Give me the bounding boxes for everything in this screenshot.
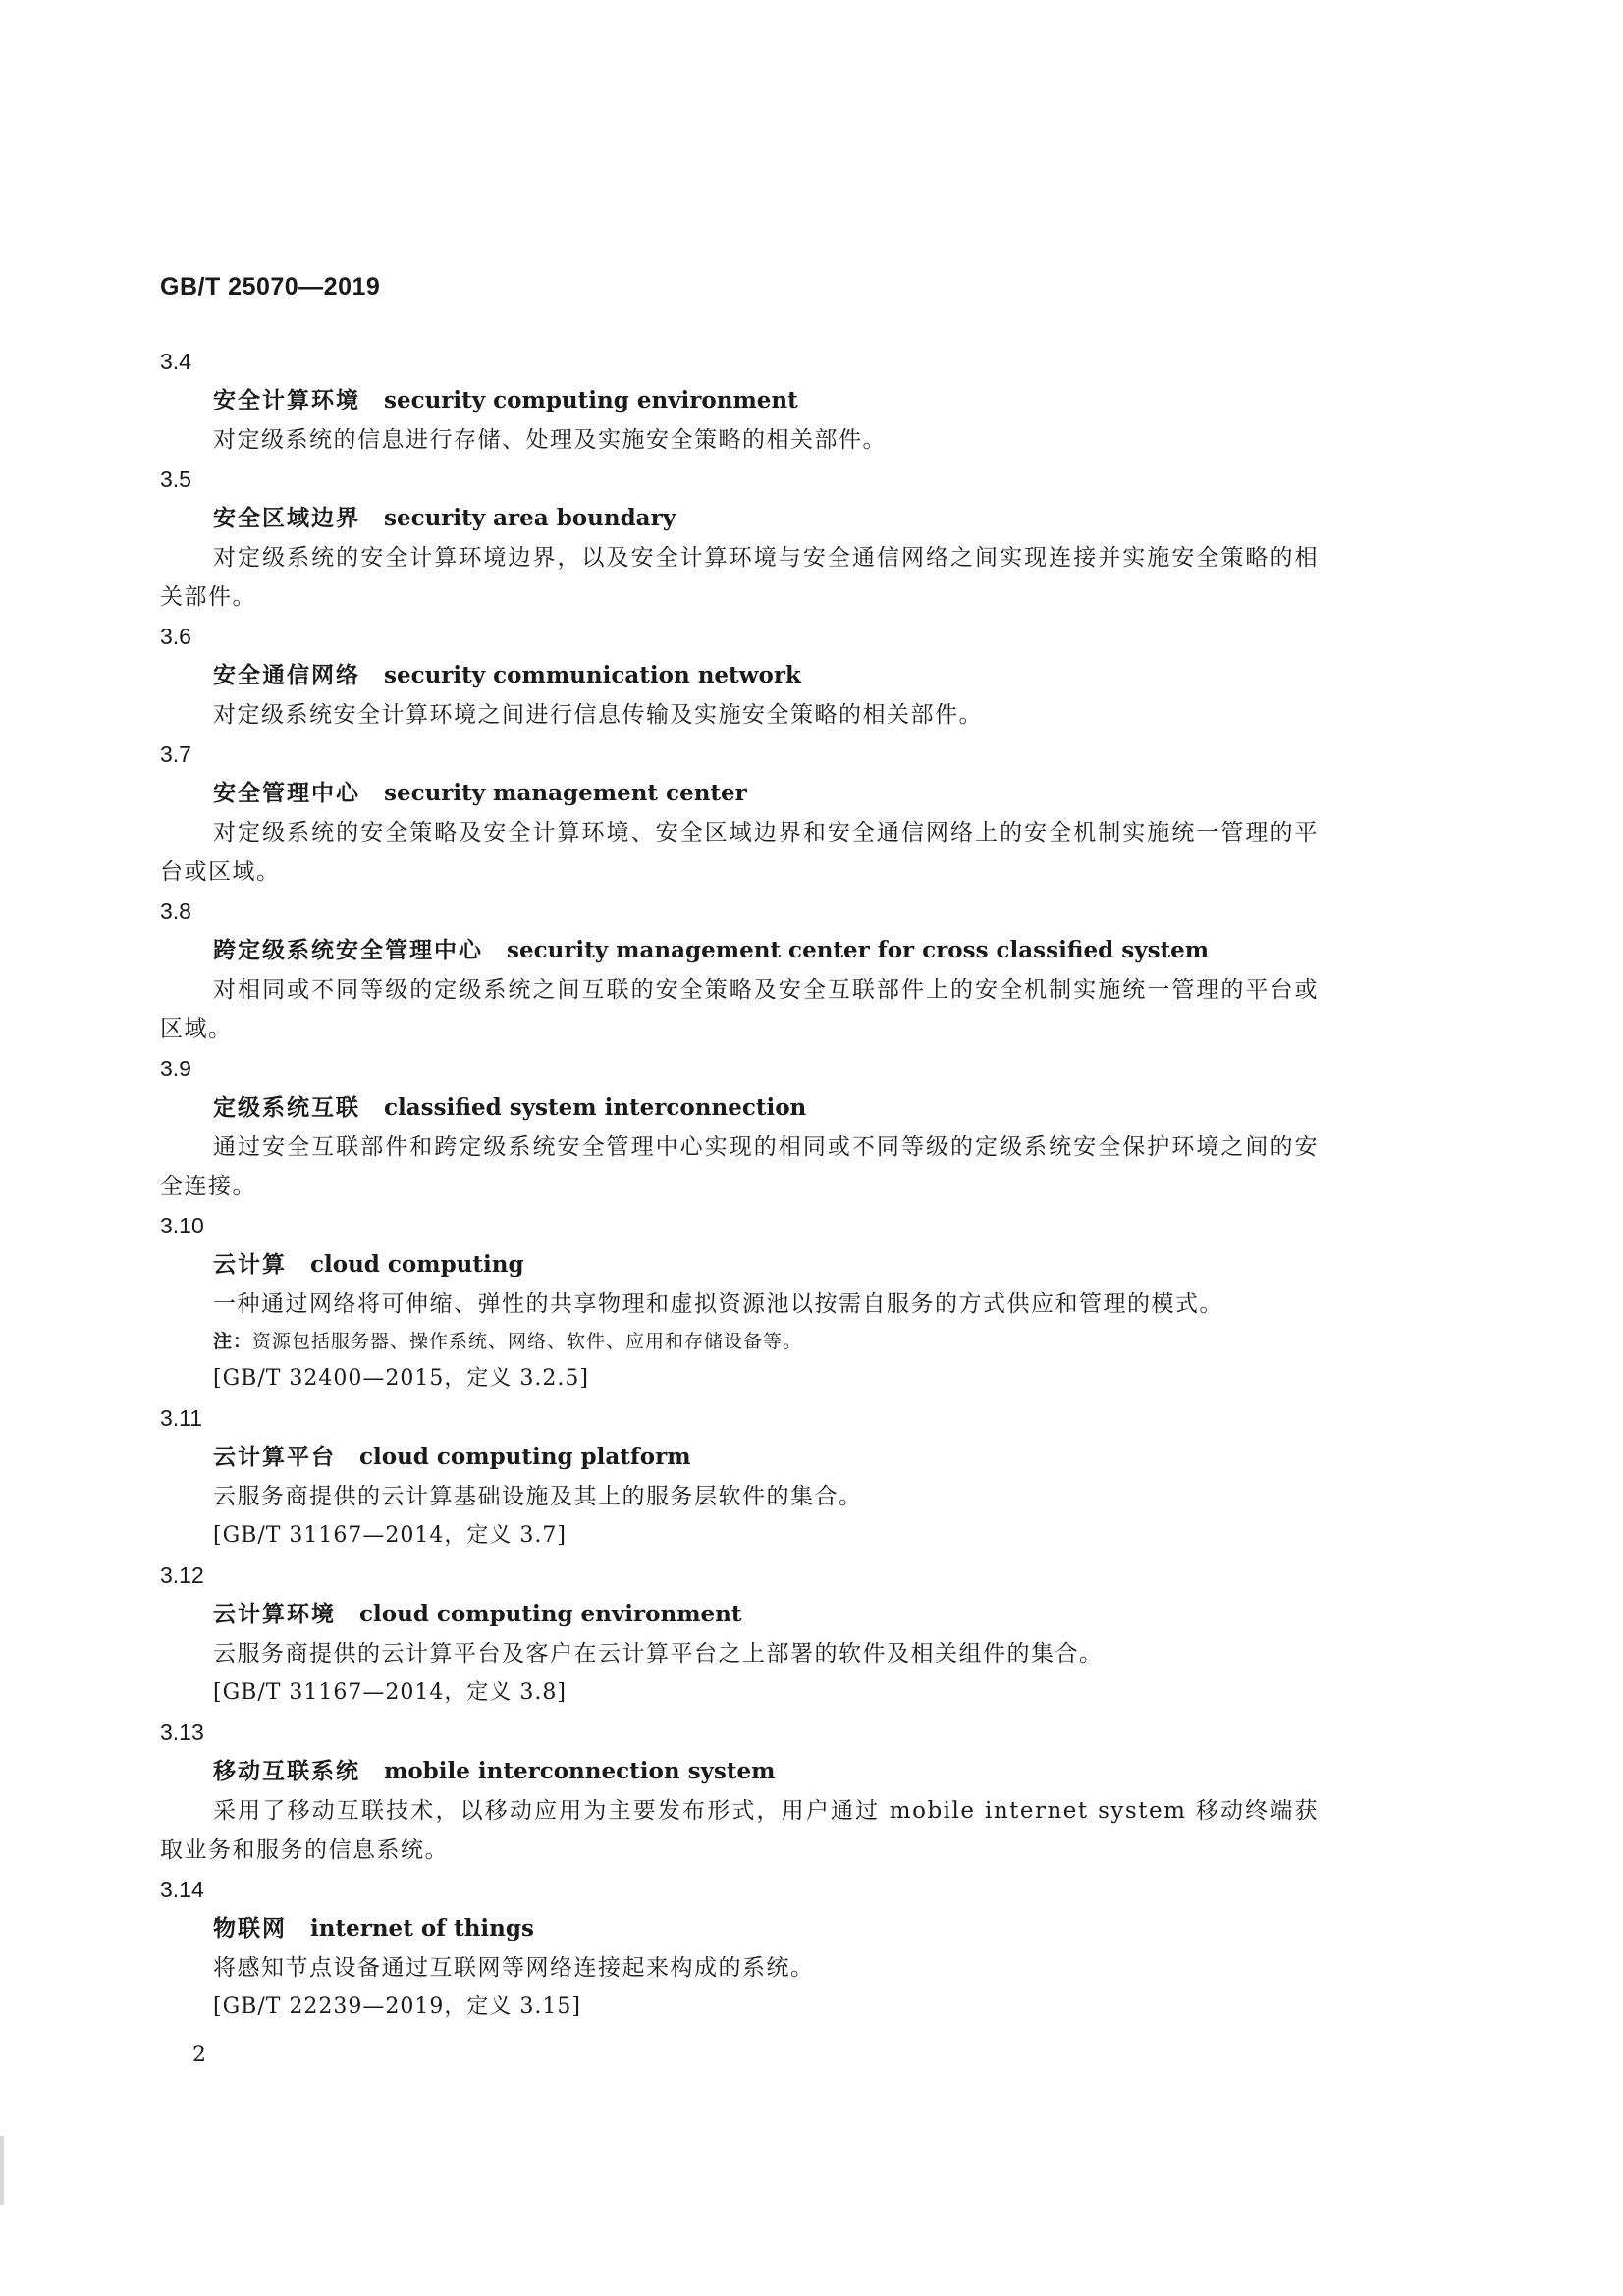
term-en: security management center for cross classified system (507, 937, 1210, 963)
entry-definition: 对相同或不同等级的定级系统之间互联的安全策略及安全互联部件上的安全机制实施统一管理的平台或区域。 (160, 977, 1319, 1042)
term-en: cloud computing (310, 1251, 524, 1278)
entry-note (160, 1324, 1319, 1359)
term-zh: 云计算平台 (213, 1445, 336, 1470)
entry-term (160, 499, 1319, 538)
term-zh: 物联网 (213, 1916, 287, 1941)
term-en: internet of things (310, 1915, 534, 1941)
entry-number: 3.7 (160, 741, 191, 767)
term-zh: 移动互联系统 (213, 1759, 360, 1784)
entry-term (160, 1438, 1319, 1477)
entry-number: 3.5 (160, 466, 191, 492)
term-entry (160, 1049, 1319, 1206)
term-en: security area boundary (384, 505, 676, 531)
entry-definition: 将感知节点设备通过互联网等网络连接起来构成的系统。 (213, 1955, 815, 1981)
term-zh: 安全管理中心 (213, 781, 360, 806)
entry-number: 3.14 (160, 1877, 204, 1902)
term-entry (160, 1398, 1319, 1556)
entry-number: 3.11 (160, 1405, 203, 1431)
term-zh: 安全区域边界 (213, 506, 360, 531)
entry-number: 3.4 (160, 349, 191, 374)
term-zh: 跨定级系统安全管理中心 (213, 938, 483, 963)
entry-number: 3.6 (160, 624, 191, 649)
entry-number: 3.12 (160, 1562, 204, 1588)
standard-code-header: GB/T 25070—2019 (160, 273, 381, 301)
entry-number: 3.10 (160, 1213, 204, 1238)
term-zh: 云计算环境 (213, 1602, 336, 1627)
entry-source: [GB/T 32400—2015，定义 3.2.5] (213, 1366, 589, 1391)
term-zh: 定级系统互联 (213, 1095, 360, 1121)
entry-term (160, 774, 1319, 813)
term-entry (160, 735, 1319, 892)
entry-number: 3.8 (160, 899, 191, 924)
entry-term (160, 931, 1319, 970)
term-en: cloud computing platform (359, 1444, 691, 1470)
entry-term (160, 1909, 1319, 1948)
term-zh: 安全通信网络 (213, 663, 360, 688)
term-entry (160, 1556, 1319, 1713)
term-entry (160, 342, 1319, 460)
entry-definition: 对定级系统的信息进行存储、处理及实施安全策略的相关部件。 (213, 427, 887, 453)
term-zh: 云计算 (213, 1252, 287, 1278)
entry-term (160, 1752, 1319, 1791)
entry-definition: 一种通过网络将可伸缩、弹性的共享物理和虚拟资源池以按需自服务的方式供应和管理的模式。 (213, 1291, 1223, 1317)
term-entry (160, 892, 1319, 1049)
entry-term (160, 1245, 1319, 1285)
entry-definition: 通过安全互联部件和跨定级系统安全管理中心实现的相同或不同等级的定级系统安全保护环境之间的安全连接。 (160, 1134, 1319, 1199)
note-label: 注： (213, 1331, 253, 1352)
note-text: 资源包括服务器、操作系统、网络、软件、应用和存储设备等。 (252, 1331, 803, 1352)
entry-source: [GB/T 31167—2014，定义 3.7] (213, 1523, 567, 1548)
term-entry (160, 617, 1319, 735)
page-number: 2 (192, 2043, 206, 2067)
term-en: security management center (384, 780, 747, 806)
scan-edge-mark (0, 2136, 4, 2205)
entry-number: 3.9 (160, 1056, 191, 1081)
term-entry (160, 460, 1319, 617)
term-entries (160, 342, 1319, 2027)
entry-term (160, 381, 1319, 420)
term-zh: 安全计算环境 (213, 388, 360, 413)
term-en: mobile interconnection system (384, 1758, 776, 1784)
term-en: cloud computing environment (359, 1601, 742, 1627)
term-entry (160, 1206, 1319, 1398)
entry-definition: 对定级系统的安全计算环境边界，以及安全计算环境与安全通信网络之间实现连接并实施安全策略的相关部件。 (160, 545, 1319, 610)
entry-term (160, 1088, 1319, 1127)
term-en: security communication network (384, 662, 801, 688)
entry-definition: 对定级系统的安全策略及安全计算环境、安全区域边界和安全通信网络上的安全机制实施统一管理的平台或区域。 (160, 820, 1319, 885)
entry-term (160, 656, 1319, 695)
entry-definition: 采用了移动互联技术，以移动应用为主要发布形式，用户通过 mobile internet system 移动终端获取业务和服务的信息系统。 (160, 1798, 1319, 1863)
term-entry (160, 1713, 1319, 1870)
entry-definition: 云服务商提供的云计算平台及客户在云计算平台之上部署的软件及相关组件的集合。 (213, 1641, 1104, 1667)
entry-definition: 云服务商提供的云计算基础设施及其上的服务层软件的集合。 (213, 1484, 863, 1509)
term-entry (160, 1870, 1319, 2027)
entry-source: [GB/T 31167—2014，定义 3.8] (213, 1680, 567, 1705)
entry-term (160, 1595, 1319, 1634)
entry-source: [GB/T 22239—2019，定义 3.15] (213, 1995, 581, 2019)
entry-definition: 对定级系统安全计算环境之间进行信息传输及实施安全策略的相关部件。 (213, 702, 983, 728)
term-en: security computing environment (384, 387, 798, 413)
term-en: classified system interconnection (384, 1094, 807, 1121)
entry-number: 3.13 (160, 1720, 204, 1745)
